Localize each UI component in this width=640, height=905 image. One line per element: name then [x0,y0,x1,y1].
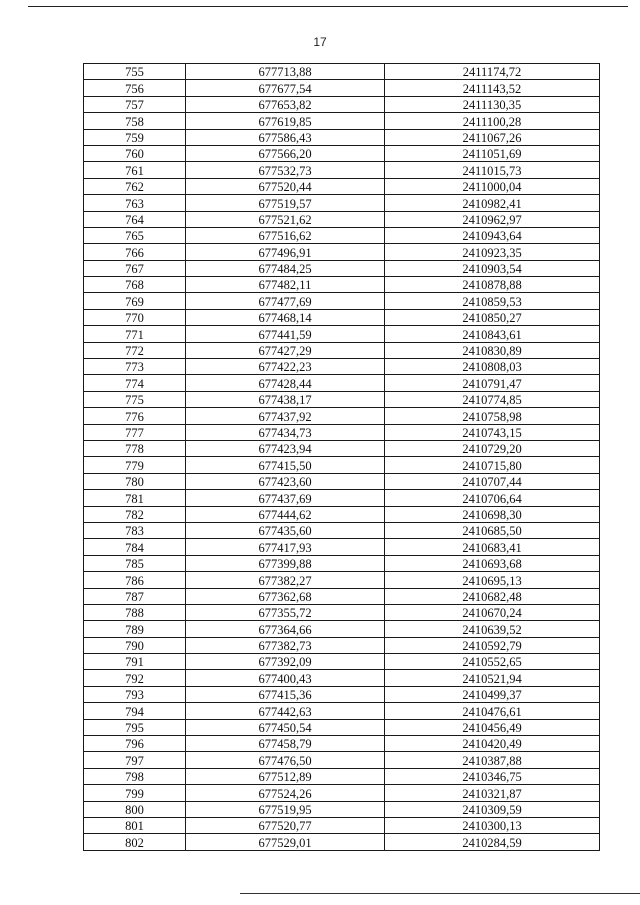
x-coordinate-cell: 677382,27 [186,572,385,588]
point-number-cell: 775 [84,391,186,407]
x-coordinate-cell: 677438,17 [186,391,385,407]
point-number-cell: 781 [84,490,186,506]
y-coordinate-cell: 2410639,52 [385,621,600,637]
x-coordinate-cell: 677437,69 [186,490,385,506]
table-row [84,621,600,637]
x-coordinate-cell: 677519,57 [186,195,385,211]
point-number-cell: 758 [84,113,186,129]
point-number-cell: 800 [84,801,186,817]
table-row [84,686,600,702]
table-row [84,834,600,850]
y-coordinate-cell: 2410321,87 [385,785,600,801]
table-row [84,113,600,129]
table-row [84,260,600,276]
y-coordinate-cell: 2410774,85 [385,391,600,407]
point-number-cell: 802 [84,834,186,850]
y-coordinate-cell: 2411130,35 [385,96,600,112]
y-coordinate-cell: 2410695,13 [385,572,600,588]
x-coordinate-cell: 677532,73 [186,162,385,178]
y-coordinate-cell: 2410499,37 [385,686,600,702]
x-coordinate-cell: 677619,85 [186,113,385,129]
y-coordinate-cell: 2410670,24 [385,604,600,620]
x-coordinate-cell: 677400,43 [186,670,385,686]
table-row [84,96,600,112]
y-coordinate-cell: 2410682,48 [385,588,600,604]
table-row [84,654,600,670]
point-number-cell: 768 [84,277,186,293]
y-coordinate-cell: 2410850,27 [385,309,600,325]
point-number-cell: 774 [84,375,186,391]
y-coordinate-cell: 2411015,73 [385,162,600,178]
x-coordinate-cell: 677713,88 [186,64,385,80]
point-number-cell: 772 [84,342,186,358]
point-number-cell: 785 [84,555,186,571]
x-coordinate-cell: 677524,26 [186,785,385,801]
point-number-cell: 777 [84,424,186,440]
y-coordinate-cell: 2410346,75 [385,768,600,784]
x-coordinate-cell: 677477,69 [186,293,385,309]
point-number-cell: 799 [84,785,186,801]
x-coordinate-cell: 677484,25 [186,260,385,276]
table-row [84,817,600,833]
table-row [84,293,600,309]
x-coordinate-cell: 677482,11 [186,277,385,293]
point-number-cell: 764 [84,211,186,227]
y-coordinate-cell: 2411000,04 [385,178,600,194]
point-number-cell: 769 [84,293,186,309]
point-number-cell: 794 [84,703,186,719]
point-number-cell: 795 [84,719,186,735]
x-coordinate-cell: 677516,62 [186,227,385,243]
table-row [84,145,600,161]
y-coordinate-cell: 2411143,52 [385,80,600,96]
point-number-cell: 789 [84,621,186,637]
x-coordinate-cell: 677415,50 [186,457,385,473]
table-row [84,457,600,473]
table-row [84,195,600,211]
y-coordinate-cell: 2410903,54 [385,260,600,276]
point-number-cell: 757 [84,96,186,112]
point-number-cell: 767 [84,260,186,276]
point-number-cell: 773 [84,359,186,375]
table-row [84,670,600,686]
y-coordinate-cell: 2410830,89 [385,342,600,358]
x-coordinate-cell: 677444,62 [186,506,385,522]
table-row [84,604,600,620]
x-coordinate-cell: 677521,62 [186,211,385,227]
y-coordinate-cell: 2410962,97 [385,211,600,227]
point-number-cell: 784 [84,539,186,555]
point-number-cell: 761 [84,162,186,178]
y-coordinate-cell: 2410943,64 [385,227,600,243]
x-coordinate-cell: 677520,44 [186,178,385,194]
point-number-cell: 778 [84,440,186,456]
y-coordinate-cell: 2410808,03 [385,359,600,375]
y-coordinate-cell: 2410707,44 [385,473,600,489]
y-coordinate-cell: 2410476,61 [385,703,600,719]
point-number-cell: 790 [84,637,186,653]
table-row [84,752,600,768]
x-coordinate-cell: 677458,79 [186,736,385,752]
table-row [84,277,600,293]
y-coordinate-cell: 2410791,47 [385,375,600,391]
x-coordinate-cell: 677468,14 [186,309,385,325]
point-number-cell: 798 [84,768,186,784]
table-row [84,719,600,735]
x-coordinate-cell: 677677,54 [186,80,385,96]
table-row [84,539,600,555]
table-row [84,522,600,538]
table-row [84,490,600,506]
x-coordinate-cell: 677422,23 [186,359,385,375]
point-number-cell: 787 [84,588,186,604]
y-coordinate-cell: 2410843,61 [385,326,600,342]
x-coordinate-cell: 677423,60 [186,473,385,489]
x-coordinate-cell: 677529,01 [186,834,385,850]
point-number-cell: 783 [84,522,186,538]
table-row [84,359,600,375]
y-coordinate-cell: 2411100,28 [385,113,600,129]
y-coordinate-cell: 2411067,26 [385,129,600,145]
table-row [84,326,600,342]
table-row [84,473,600,489]
x-coordinate-cell: 677428,44 [186,375,385,391]
y-coordinate-cell: 2410982,41 [385,195,600,211]
x-coordinate-cell: 677441,59 [186,326,385,342]
point-number-cell: 762 [84,178,186,194]
x-coordinate-cell: 677434,73 [186,424,385,440]
table-row [84,391,600,407]
y-coordinate-cell: 2410420,49 [385,736,600,752]
y-coordinate-cell: 2410923,35 [385,244,600,260]
x-coordinate-cell: 677496,91 [186,244,385,260]
x-coordinate-cell: 677415,36 [186,686,385,702]
table-row [84,637,600,653]
point-number-cell: 766 [84,244,186,260]
point-number-cell: 796 [84,736,186,752]
point-number-cell: 759 [84,129,186,145]
bottom-scan-rule [240,893,640,894]
table-row [84,424,600,440]
x-coordinate-cell: 677364,66 [186,621,385,637]
table-row [84,129,600,145]
table-row [84,572,600,588]
point-number-cell: 763 [84,195,186,211]
x-coordinate-cell: 677392,09 [186,654,385,670]
y-coordinate-cell: 2410521,94 [385,670,600,686]
coordinates-table [83,63,600,851]
y-coordinate-cell: 2410300,13 [385,817,600,833]
y-coordinate-cell: 2410552,65 [385,654,600,670]
table-row [84,162,600,178]
x-coordinate-cell: 677417,93 [186,539,385,555]
y-coordinate-cell: 2410685,50 [385,522,600,538]
x-coordinate-cell: 677586,43 [186,129,385,145]
table-row [84,506,600,522]
y-coordinate-cell: 2410284,59 [385,834,600,850]
y-coordinate-cell: 2410758,98 [385,408,600,424]
x-coordinate-cell: 677519,95 [186,801,385,817]
y-coordinate-cell: 2410859,53 [385,293,600,309]
x-coordinate-cell: 677450,54 [186,719,385,735]
y-coordinate-cell: 2410456,49 [385,719,600,735]
x-coordinate-cell: 677362,68 [186,588,385,604]
point-number-cell: 793 [84,686,186,702]
y-coordinate-cell: 2410706,64 [385,490,600,506]
y-coordinate-cell: 2410715,80 [385,457,600,473]
x-coordinate-cell: 677427,29 [186,342,385,358]
y-coordinate-cell: 2410592,79 [385,637,600,653]
table-row [84,785,600,801]
table-row [84,408,600,424]
y-coordinate-cell: 2410387,88 [385,752,600,768]
x-coordinate-cell: 677512,89 [186,768,385,784]
point-number-cell: 782 [84,506,186,522]
point-number-cell: 788 [84,604,186,620]
table-row [84,342,600,358]
point-number-cell: 770 [84,309,186,325]
table-row [84,244,600,260]
point-number-cell: 756 [84,80,186,96]
x-coordinate-cell: 677442,63 [186,703,385,719]
point-number-cell: 801 [84,817,186,833]
x-coordinate-cell: 677399,88 [186,555,385,571]
x-coordinate-cell: 677653,82 [186,96,385,112]
x-coordinate-cell: 677435,60 [186,522,385,538]
x-coordinate-cell: 677382,73 [186,637,385,653]
table-row [84,309,600,325]
table-row [84,227,600,243]
top-scan-rule [28,6,628,7]
point-number-cell: 776 [84,408,186,424]
y-coordinate-cell: 2410878,88 [385,277,600,293]
table-row [84,801,600,817]
point-number-cell: 760 [84,145,186,161]
point-number-cell: 786 [84,572,186,588]
coordinates-table-body [84,64,600,851]
table-row [84,440,600,456]
point-number-cell: 771 [84,326,186,342]
table-row [84,178,600,194]
x-coordinate-cell: 677437,92 [186,408,385,424]
point-number-cell: 791 [84,654,186,670]
table-row [84,736,600,752]
point-number-cell: 755 [84,64,186,80]
table-row [84,555,600,571]
y-coordinate-cell: 2410743,15 [385,424,600,440]
page-number: 17 [313,35,327,49]
y-coordinate-cell: 2410309,59 [385,801,600,817]
x-coordinate-cell: 677520,77 [186,817,385,833]
x-coordinate-cell: 677476,50 [186,752,385,768]
table-row [84,588,600,604]
x-coordinate-cell: 677355,72 [186,604,385,620]
y-coordinate-cell: 2410698,30 [385,506,600,522]
y-coordinate-cell: 2410693,68 [385,555,600,571]
table-row [84,703,600,719]
x-coordinate-cell: 677423,94 [186,440,385,456]
table-row [84,768,600,784]
table-row [84,64,600,80]
x-coordinate-cell: 677566,20 [186,145,385,161]
point-number-cell: 765 [84,227,186,243]
point-number-cell: 780 [84,473,186,489]
table-row [84,211,600,227]
y-coordinate-cell: 2410683,41 [385,539,600,555]
y-coordinate-cell: 2411174,72 [385,64,600,80]
point-number-cell: 797 [84,752,186,768]
table-row [84,375,600,391]
point-number-cell: 779 [84,457,186,473]
point-number-cell: 792 [84,670,186,686]
table-row [84,80,600,96]
y-coordinate-cell: 2410729,20 [385,440,600,456]
y-coordinate-cell: 2411051,69 [385,145,600,161]
